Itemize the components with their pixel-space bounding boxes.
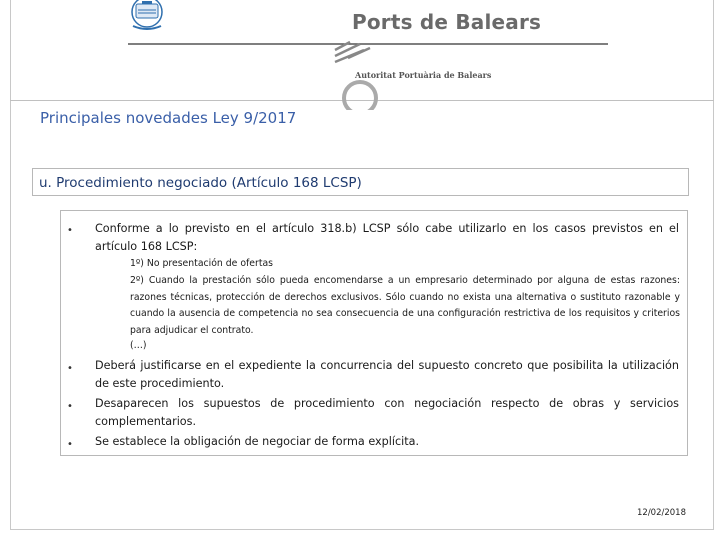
section-title: u. Procedimiento negociado (Artículo 168 LCSP) — [39, 175, 362, 191]
paragraph-4: Se establece la obligación de negociar de forma explícita. — [95, 435, 420, 448]
brand-name: Ports de Balears — [352, 10, 542, 34]
brand-subtitle: Autoritat Portuària de Balears — [355, 70, 492, 80]
bullet-1: • — [67, 225, 73, 236]
sub-item-2: 2º) Cuando la prestación sólo pueda encomendarse a un empresario determinado por alguna de estas razones: razones técnicas, protección de derechos exclusivos. Sólo cuando no exista una alternativa o sustituto razonable y cuando la ausencia de competencia no sea consecuencia de una configuración restrictiva de los requisitos y criterios para adjudicar el contrato. — [130, 275, 680, 336]
brand-mark — [335, 42, 370, 62]
ports-balears-crest-icon — [132, 0, 162, 29]
page-title: Principales novedades Ley 9/2017 — [40, 109, 297, 127]
bullet-2: • — [67, 363, 73, 374]
sub-item-3: (…) — [130, 340, 147, 351]
sub-item-1: 1º) No presentación de ofertas — [130, 258, 274, 269]
content-box — [60, 210, 688, 456]
paragraph-2: Deberá justificarse en el expediente la concurrencia del supuesto concreto que posibilita la utilización de este procedimiento. — [95, 359, 679, 390]
footer-date: 12/02/2018 — [637, 508, 686, 518]
bullet-3: • — [67, 401, 73, 412]
paragraph-1: Conforme a lo previsto en el artículo 318.b) LCSP sólo cabe utilizarlo en los casos previstos en el artículo 168 LCSP: — [95, 222, 679, 253]
section-header — [32, 168, 689, 196]
paragraph-3: Desaparecen los supuestos de procedimiento con negociación respecto de obras y servicios complementarios. — [95, 397, 679, 428]
bullet-4: • — [67, 439, 73, 450]
